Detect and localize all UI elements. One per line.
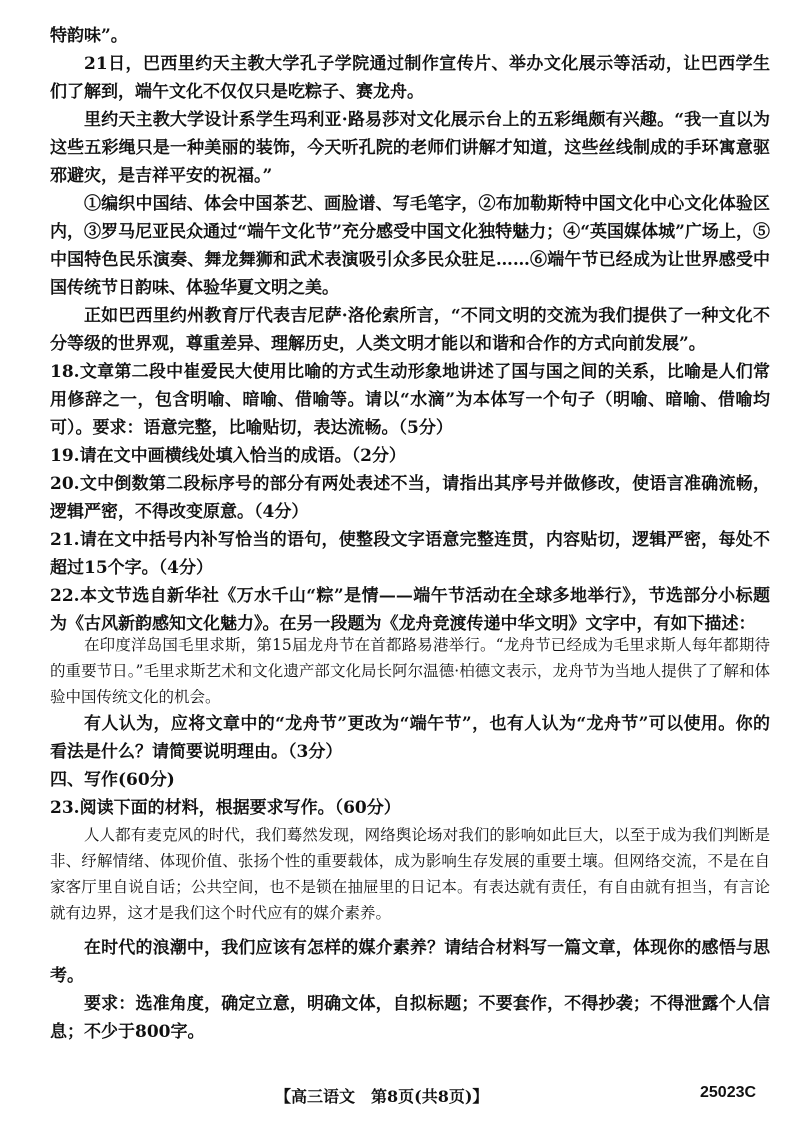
question-23: 23.阅读下面的材料，根据要求写作。（60分） bbox=[50, 798, 401, 818]
page-footer bbox=[0, 1084, 800, 1114]
paper-code: 25023C bbox=[700, 1084, 757, 1101]
passage-paragraph-3: ①编织中国结、体会中国茶艺、画脸谱、写毛笔字，②布加勒斯特中国文化中心文化体验区内，③罗马尼亚民众通过“端午文化节”充分感受中国文化独特魅力；④“英国媒体城”广场上，⑤中国特色民乐演奏、舞龙舞狮和武术表演吸引众多民众驻足……⑥端午节已经成为让世界感受中国传统节日韵味、体验华夏文明之美。 bbox=[50, 194, 770, 298]
question-22: 22.本文节选自新华社《万水千山“粽”是情——端午节活动在全球多地举行》，节选部分小标题为《古风新韵感知文化魅力》。在另一段题为《龙舟竞渡传递中华文明》文字中，有如下描述： bbox=[50, 586, 770, 634]
question-22-ask: 有人认为，应将文章中的“龙舟节”更改为“端午节”，也有人认为“龙舟节”可以使用。你的看法是什么？请简要说明理由。（3分） bbox=[50, 714, 770, 762]
passage-paragraph-4: 正如巴西里约州教育厅代表吉尼萨·洛伦索所言，“不同文明的交流为我们提供了一种文化不分等级的世界观，尊重差异、理解历史，人类文明才能以和谐和合作的方式向前发展”。 bbox=[50, 306, 770, 354]
passage-paragraph-2: 里约天主教大学设计系学生玛利亚·路易莎对文化展示台上的五彩绳颇有兴趣。“我一直以为这些五彩绳只是一种美丽的装饰，今天听孔院的老师们讲解才知道，这些丝线制成的手环寓意驱邪避灾，是吉祥平安的祝福。” bbox=[50, 110, 770, 186]
question-19: 19.请在文中画横线处填入恰当的成语。（2分） bbox=[50, 446, 406, 466]
writing-requirements: 要求：选准角度，确定立意，明确文体，自拟标题；不要套作，不得抄袭；不得泄露个人信息；不少于800字。 bbox=[50, 994, 770, 1042]
page-footer-label: 【高三语文 第8页(共8页)】 bbox=[275, 1087, 489, 1106]
question-18: 18.文章第二段中崔爱民大使用比喻的方式生动形象地讲述了国与国之间的关系，比喻是人们常用修辞之一，包含明喻、暗喻、借喻等。请以“水滴”为本体写一个句子（明喻、暗喻、借喻均可）。要求：语意完整，比喻贴切，表达流畅。（5分） bbox=[50, 362, 770, 438]
writing-material: 人人都有麦克风的时代，我们蓦然发现，网络舆论场对我们的影响如此巨大，以至于成为我们判断是非、纾解情绪、体现价值、张扬个性的重要载体，成为影响生存发展的重要土壤。但网络交流，不是在自家客厅里自说自话；公共空间，也不是锁在抽屉里的日记本。有表达就有责任，有自由就有担当，有言论就有边界，这才是我们这个时代应有的媒介素养。 bbox=[50, 826, 770, 922]
writing-section-title: 四、写作(60分) bbox=[50, 770, 175, 790]
question-22-quote: 在印度洋岛国毛里求斯，第15届龙舟节在首都路易港举行。“龙舟节已经成为毛里求斯人每年都期待的重要节日。”毛里求斯艺术和文化遗产部文化局长阿尔温德·柏德文表示，龙舟节为当地人提供了了解和体验中国传统文化的机会。 bbox=[50, 636, 770, 706]
passage-paragraph-1: 21日，巴西里约天主教大学孔子学院通过制作宣传片、举办文化展示等活动，让巴西学生们了解到，端午文化不仅仅只是吃粽子、赛龙舟。 bbox=[50, 54, 770, 102]
question-20: 20.文中倒数第二段标序号的部分有两处表述不当，请指出其序号并做修改，使语言准确流畅，逻辑严密，不得改变原意。（4分） bbox=[50, 474, 770, 522]
question-21: 21.请在文中括号内补写恰当的语句，使整段文字语意完整连贯，内容贴切，逻辑严密，每处不超过15个字。（4分） bbox=[50, 530, 770, 578]
writing-prompt: 在时代的浪潮中，我们应该有怎样的媒介素养？请结合材料写一篇文章，体现你的感悟与思考。 bbox=[50, 938, 770, 986]
passage-fragment: 特韵味”。 bbox=[50, 26, 128, 46]
